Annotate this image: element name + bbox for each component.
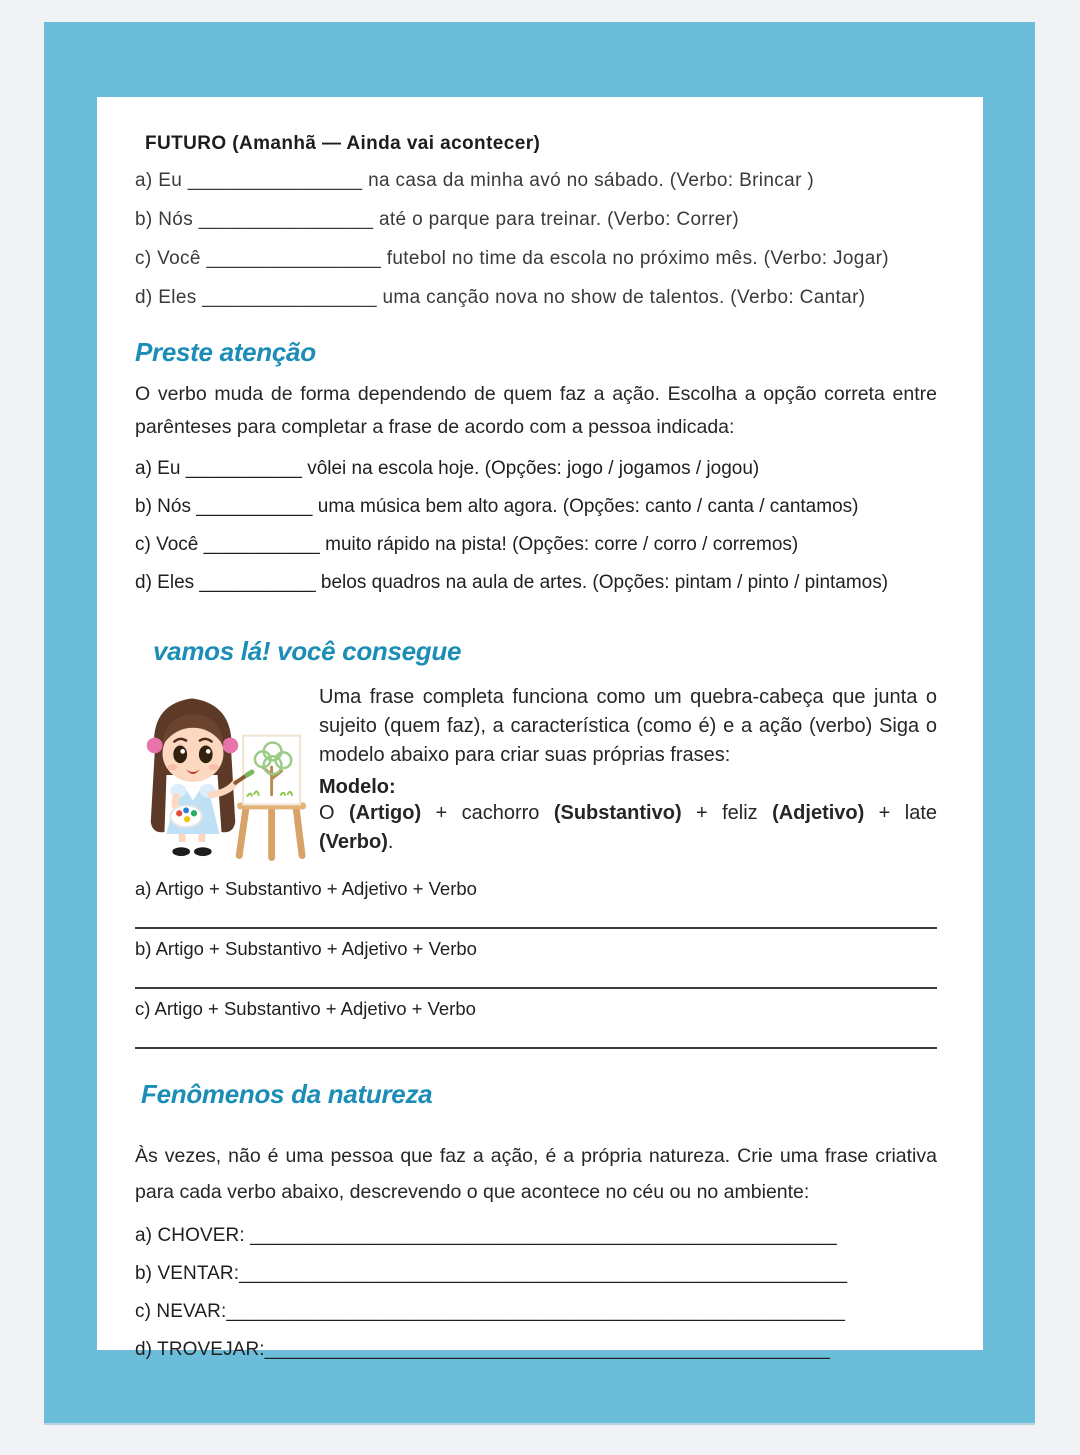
- futuro-item-c: c) Você ________________ futebol no time da escola no próximo mês. (Verbo: Jogar): [135, 248, 889, 269]
- fenomenos-heading: Fenômenos da natureza: [141, 1079, 433, 1110]
- fenomenos-item-d: d) TROVEJAR:_____________________________________________________: [135, 1339, 830, 1361]
- worksheet-frame: [44, 22, 1035, 1423]
- section-futuro: [135, 133, 937, 311]
- modelo-part: + feliz: [681, 802, 773, 825]
- girl-painting-illustration: [135, 683, 307, 870]
- fenomenos-item-a: a) CHOVER: _______________________________________________________: [135, 1225, 837, 1247]
- modelo-line: [319, 799, 937, 857]
- futuro-item-d: d) Eles ________________ uma canção nova no show de talentos. (Verbo: Cantar): [135, 287, 866, 308]
- answer-line-b: [135, 987, 937, 989]
- preste-intro: O verbo muda de forma dependendo de quem faz a ação. Escolha a opção correta entre parênteses para completar a frase de acordo com a pessoa indicada:: [135, 383, 937, 439]
- futuro-item-b: b) Nós ________________ até o parque para treinar. (Verbo: Correr): [135, 209, 740, 230]
- fenomenos-item-b: b) VENTAR:_________________________________________________________: [135, 1263, 848, 1285]
- futuro-title: FUTURO (Amanhã — Ainda vai acontecer): [145, 133, 541, 154]
- exercise-row-b: [135, 938, 937, 989]
- preste-item-c: c) Você ___________ muito rápido na pista! (Opções: corre / corro / corremos): [135, 534, 799, 556]
- modelo-part: + cachorro: [421, 802, 554, 825]
- preste-item-a: a) Eu ___________ vôlei na escola hoje. (Opções: jogo / jogamos / jogou): [135, 458, 760, 480]
- exercise-label-b: b) Artigo + Substantivo + Adjetivo + Verbo: [135, 938, 477, 960]
- fenomenos-item-c: c) NEVAR:__________________________________________________________: [135, 1301, 846, 1323]
- answer-line-a: [135, 927, 937, 929]
- preste-item-d: d) Eles ___________ belos quadros na aula de artes. (Opções: pintam / pinto / pintamos): [135, 572, 889, 594]
- worksheet-content: [135, 125, 937, 1361]
- section-fenomenos: [135, 1079, 937, 1362]
- section-preste-atencao: [135, 337, 937, 596]
- worksheet-page: [97, 97, 983, 1361]
- modelo-part-adjetivo: (Adjetivo): [772, 802, 865, 825]
- section-vamos-la: [135, 636, 937, 1049]
- preste-item-b: b) Nós ___________ uma música bem alto agora. (Opções: canto / canta / cantamos): [135, 496, 859, 518]
- modelo-part: + late: [864, 802, 937, 825]
- vamos-heading: vamos lá! você consegue: [153, 636, 462, 667]
- girl: [147, 699, 252, 857]
- modelo-part: O: [319, 802, 349, 825]
- exercise-row-c: [135, 998, 937, 1049]
- vamos-intro: Uma frase completa funciona como um quebra-cabeça que junta o sujeito (quem faz), a característica (como é) e a ação (verbo) Siga o modelo abaixo para criar suas próprias frases:: [319, 686, 937, 767]
- preste-heading: Preste atenção: [135, 337, 316, 367]
- futuro-item-a: a) Eu ________________ na casa da minha avó no sábado. (Verbo: Brincar ): [135, 170, 815, 191]
- fenomenos-intro: Às vezes, não é uma pessoa que faz a ação, é a própria natureza. Crie uma frase criativa para cada verbo abaixo, descrevendo o que acontece no céu ou no ambiente:: [135, 1145, 937, 1204]
- answer-line-c: [135, 1047, 937, 1049]
- exercise-row-a: [135, 878, 937, 929]
- modelo-part-verbo: (Verbo): [319, 831, 388, 854]
- modelo-part: .: [387, 831, 394, 854]
- exercise-label-c: c) Artigo + Substantivo + Adjetivo + Verbo: [135, 998, 476, 1020]
- exercise-label-a: a) Artigo + Substantivo + Adjetivo + Verbo: [135, 878, 477, 900]
- modelo-label: Modelo:: [319, 776, 396, 799]
- modelo-part-substantivo: (Substantivo): [553, 802, 682, 825]
- modelo-part-artigo: (Artigo): [348, 802, 422, 825]
